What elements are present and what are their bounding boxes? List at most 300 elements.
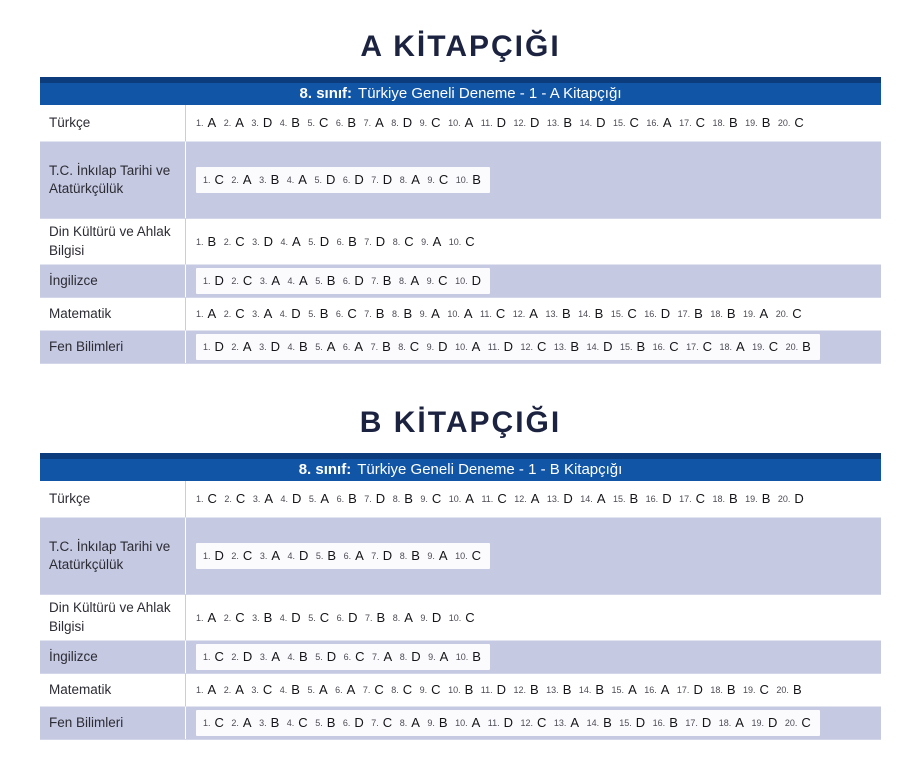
question-number: 10. [455, 175, 469, 185]
answer-letter: A [735, 715, 744, 730]
answer-letter: C [695, 491, 705, 506]
answer-item [365, 609, 385, 626]
answer-item [343, 338, 363, 355]
answer-item [337, 490, 357, 507]
answer-item [260, 547, 280, 564]
answer-item [554, 714, 579, 731]
subject-row [40, 518, 881, 595]
answer-letter: A [263, 306, 273, 321]
question-number: 7. [371, 276, 379, 286]
question-number: 10. [448, 685, 461, 695]
answer-letter: B [404, 491, 413, 506]
question-number: 6. [336, 494, 345, 504]
question-number: 16. [645, 494, 659, 504]
answer-item [776, 305, 802, 322]
answer-item [646, 490, 672, 507]
question-number: 18. [712, 494, 725, 504]
answer-letter: B [472, 649, 481, 664]
answer-letter: C [235, 233, 245, 249]
answer-item [646, 114, 671, 131]
answer-letter: A [242, 172, 252, 187]
answer-item [677, 681, 703, 698]
answer-letter: C [409, 339, 420, 354]
grade-label: 8. sınıf: [299, 85, 353, 102]
question-number: 15. [612, 118, 626, 128]
booklet-section-b [0, 364, 921, 740]
answer-item [280, 305, 301, 322]
answer-letter: A [529, 306, 538, 321]
question-number: 10. [455, 718, 468, 728]
answer-letter: C [355, 649, 365, 664]
answer-letter: B [761, 491, 771, 506]
answer-letter: A [439, 649, 449, 664]
question-number: 12. [514, 494, 527, 504]
answer-letter: B [530, 682, 539, 697]
answer-letter: B [562, 682, 572, 697]
answers-strip [196, 490, 804, 508]
question-number: 16. [652, 342, 666, 352]
answer-item [455, 547, 481, 564]
question-number: 6. [342, 718, 351, 728]
question-number: 8. [399, 551, 408, 561]
answer-item [653, 338, 679, 355]
subject-label: Matematik [40, 674, 186, 706]
answer-letter: D [262, 115, 273, 130]
answer-letter: C [431, 491, 442, 506]
answer-table-b [40, 453, 881, 740]
question-number: 7. [364, 309, 372, 319]
answer-item [203, 547, 224, 564]
question-number: 3. [259, 718, 267, 728]
question-number: 15. [611, 685, 625, 695]
answer-letter: A [411, 715, 420, 730]
question-number: 6. [342, 342, 351, 352]
answer-item [619, 714, 645, 731]
answer-letter: D [382, 172, 393, 187]
answer-letter: D [496, 115, 506, 130]
table-header-a [40, 77, 881, 105]
answer-item [644, 305, 670, 322]
question-number: 5. [315, 652, 323, 662]
answer-letter: C [537, 715, 547, 730]
answer-letter: A [207, 115, 217, 130]
answers-strip [196, 543, 490, 569]
answer-letter: A [464, 115, 474, 130]
answer-letter: B [438, 715, 448, 730]
answer-letter: C [465, 609, 475, 625]
subject-row [40, 142, 881, 219]
answer-letter: D [354, 172, 364, 187]
answer-item [309, 490, 329, 507]
answer-item [776, 681, 801, 698]
answers-strip [196, 681, 802, 699]
answer-letter: A [298, 172, 307, 187]
answer-item [428, 648, 448, 665]
subject-label: Türkçe [40, 481, 186, 517]
answer-item [315, 714, 335, 731]
question-number: 1. [203, 342, 211, 352]
question-number: 2. [223, 612, 232, 623]
answer-item [778, 490, 804, 507]
answer-item [520, 338, 546, 355]
answer-letter: D [270, 339, 280, 354]
subject-row [40, 674, 881, 707]
answer-item [398, 338, 419, 355]
question-number: 4. [279, 685, 288, 695]
question-number: 6. [342, 276, 351, 286]
question-number: 4. [279, 118, 288, 128]
answer-item [447, 305, 472, 322]
answer-item [420, 114, 441, 131]
answer-letter: C [242, 273, 253, 288]
answer-item [449, 490, 474, 507]
answer-letter: B [411, 548, 420, 563]
answer-item [587, 714, 612, 731]
answer-item [545, 305, 570, 322]
question-number: 10. [448, 236, 462, 247]
answers-cell [186, 265, 881, 297]
answer-item [613, 114, 639, 131]
answer-letter: D [325, 172, 336, 187]
question-number: 3. [251, 118, 259, 128]
question-number: 1. [203, 175, 211, 185]
answer-letter: B [299, 649, 308, 664]
question-number: 3. [259, 276, 268, 286]
question-number: 4. [279, 309, 288, 319]
question-number: 2. [223, 118, 232, 128]
answer-item [196, 490, 217, 507]
answer-item [336, 114, 356, 131]
answer-letter: B [629, 491, 639, 506]
answer-item [260, 648, 280, 665]
answer-item [400, 714, 420, 731]
question-number: 4. [280, 236, 289, 247]
question-number: 11. [487, 718, 500, 728]
question-number: 18. [712, 118, 725, 128]
answer-item [481, 114, 506, 131]
answer-item [644, 681, 669, 698]
answer-letter: A [292, 233, 301, 249]
answer-letter: A [271, 548, 280, 563]
question-number: 13. [546, 118, 560, 128]
answer-item [745, 490, 770, 507]
answer-letter: A [465, 491, 474, 506]
answer-letter: B [561, 306, 571, 321]
question-number: 11. [481, 494, 494, 504]
answer-item [344, 547, 364, 564]
question-number: 7. [370, 342, 379, 352]
answer-item [547, 490, 573, 507]
answer-letter: A [411, 172, 420, 187]
answer-item [745, 114, 770, 131]
answer-letter: C [495, 306, 506, 321]
question-number: 5. [307, 685, 315, 695]
answer-letter: B [603, 715, 612, 730]
question-number: 4. [287, 652, 296, 662]
answers-cell [186, 164, 881, 196]
answer-item [743, 681, 769, 698]
answer-item [307, 681, 327, 698]
question-number: 6. [335, 685, 343, 695]
answer-letter: C [235, 491, 246, 506]
question-number: 14. [586, 718, 600, 728]
answer-letter: B [729, 491, 738, 506]
answer-item [719, 714, 744, 731]
answer-letter: C [431, 682, 441, 697]
question-number: 5. [308, 309, 316, 319]
subject-row [40, 219, 881, 265]
answer-letter: C [768, 339, 779, 354]
answer-item [251, 681, 272, 698]
question-number: 13. [545, 309, 558, 319]
answer-letter: B [326, 715, 336, 730]
answer-item [391, 114, 412, 131]
answer-letter: B [376, 609, 386, 625]
answer-item [710, 681, 735, 698]
question-number: 7. [365, 612, 373, 623]
answer-letter: D [693, 682, 703, 697]
question-number: 7. [362, 685, 371, 695]
answer-item [251, 114, 272, 131]
question-number: 10. [448, 612, 462, 623]
answer-item [288, 648, 308, 665]
answer-letter: C [497, 491, 507, 506]
question-number: 10. [455, 551, 468, 561]
answer-letter: D [411, 649, 421, 664]
answer-item [578, 305, 603, 322]
answers-cell [186, 606, 881, 630]
answer-letter: A [235, 115, 244, 130]
answer-item [363, 681, 384, 698]
answer-letter: D [438, 339, 448, 354]
question-number: 1. [203, 551, 211, 561]
question-number: 4. [287, 342, 296, 352]
subject-label: Türkçe [40, 105, 186, 141]
answer-item [224, 609, 245, 626]
question-number: 13. [553, 342, 567, 352]
question-number: 19. [743, 309, 756, 319]
answer-letter: D [375, 233, 386, 249]
question-number: 17. [685, 718, 698, 728]
answer-item [371, 338, 391, 355]
question-number: 1. [196, 612, 204, 623]
question-number: 7. [371, 175, 379, 185]
answer-item [364, 233, 385, 250]
answer-letter: A [759, 306, 769, 321]
answer-item [364, 114, 384, 131]
answers-cell [186, 302, 881, 326]
question-number: 4. [287, 276, 296, 286]
question-number: 8. [392, 494, 401, 504]
answer-letter: D [530, 115, 540, 130]
answer-letter: D [242, 649, 253, 664]
answer-item [679, 114, 705, 131]
answer-letter: C [214, 649, 224, 664]
question-number: 2. [231, 342, 239, 352]
answer-letter: C [801, 715, 811, 730]
question-number: 13. [546, 494, 560, 504]
question-number: 20. [777, 118, 791, 128]
answer-letter: A [242, 339, 252, 354]
question-number: 2. [223, 236, 232, 247]
question-number: 15. [619, 718, 632, 728]
question-number: 20. [784, 718, 798, 728]
answer-letter: B [326, 273, 336, 288]
answer-letter: A [271, 649, 280, 664]
question-number: 3. [252, 612, 260, 623]
question-number: 1. [203, 718, 211, 728]
question-number: 6. [343, 551, 352, 561]
answer-item [315, 648, 336, 665]
answer-letter: C [242, 548, 253, 563]
answer-letter: A [375, 115, 384, 130]
question-number: 13. [553, 718, 567, 728]
answer-letter: A [383, 649, 393, 664]
subject-label: İngilizce [40, 641, 186, 673]
answer-letter: D [603, 339, 613, 354]
question-number: 12. [520, 342, 533, 352]
answer-letter: A [346, 682, 356, 697]
answer-item [391, 681, 412, 698]
question-number: 10. [455, 652, 469, 662]
question-number: 5. [314, 175, 322, 185]
answer-item [611, 305, 637, 322]
answer-letter: C [214, 715, 224, 730]
question-number: 7. [364, 236, 372, 247]
answer-letter: D [563, 491, 573, 506]
answer-item [420, 305, 440, 322]
answer-item [288, 547, 309, 564]
question-number: 8. [399, 718, 408, 728]
answer-item [400, 648, 421, 665]
answer-item [343, 272, 364, 289]
question-number: 12. [513, 118, 526, 128]
question-number: 2. [231, 652, 239, 662]
answer-item [778, 114, 804, 131]
answer-item [580, 114, 606, 131]
answers-strip [196, 167, 490, 193]
question-number: 10. [448, 118, 461, 128]
answer-letter: C [262, 682, 273, 697]
answers-strip [196, 334, 820, 360]
answer-item [686, 338, 712, 355]
question-number: 17. [676, 685, 690, 695]
exam-title: Türkiye Geneli Deneme - 1 - B Kitapçığı [357, 461, 623, 478]
question-number: 9. [428, 652, 436, 662]
question-number: 13. [546, 685, 559, 695]
answer-item [280, 114, 300, 131]
subject-row [40, 481, 881, 518]
answer-item [231, 272, 252, 289]
answer-letter: D [326, 649, 337, 664]
answer-item [513, 114, 539, 131]
answer-letter: B [375, 306, 385, 321]
answer-item [203, 648, 224, 665]
subject-row [40, 641, 881, 674]
answer-item [224, 681, 244, 698]
answer-item [371, 547, 392, 564]
answers-strip [196, 268, 490, 294]
answer-item [751, 714, 777, 731]
answer-item [335, 681, 355, 698]
answers-cell [186, 331, 881, 363]
question-number: 14. [586, 342, 600, 352]
subject-label: Fen Bilimleri [40, 331, 186, 363]
question-number: 9. [419, 118, 428, 128]
question-number: 9. [419, 685, 428, 695]
question-number: 8. [391, 118, 399, 128]
answer-letter: C [402, 682, 413, 697]
subject-row [40, 265, 881, 298]
answer-item [579, 681, 604, 698]
answer-item [231, 547, 252, 564]
question-number: 4. [287, 551, 296, 561]
question-number: 20. [785, 342, 799, 352]
question-number: 5. [308, 236, 316, 247]
answer-letter: C [627, 306, 637, 321]
answer-letter: A [570, 715, 580, 730]
question-number: 10. [455, 342, 468, 352]
answers-cell [186, 111, 881, 135]
answer-letter: A [471, 715, 481, 730]
answer-letter: A [207, 682, 217, 697]
answer-letter: D [214, 273, 224, 288]
answer-letter: D [291, 306, 301, 321]
question-number: 3. [252, 236, 260, 247]
answer-item [547, 114, 572, 131]
answer-item [481, 681, 506, 698]
question-number: 7. [363, 118, 372, 128]
answer-item [364, 490, 385, 507]
answer-letter: B [291, 682, 300, 697]
question-number: 11. [480, 118, 493, 128]
question-number: 18. [710, 685, 723, 695]
question-number: 16. [644, 309, 657, 319]
question-number: 2. [231, 276, 239, 286]
answer-letter: D [596, 115, 606, 130]
answer-letter: C [404, 233, 414, 249]
question-number: 11. [487, 342, 500, 352]
question-number: 5. [308, 612, 316, 623]
question-number: 3. [259, 175, 267, 185]
answer-item [427, 714, 447, 731]
question-number: 7. [364, 494, 372, 504]
answer-item [203, 714, 224, 731]
question-number: 2. [231, 175, 239, 185]
question-number: 7. [371, 551, 379, 561]
answer-letter: A [410, 273, 420, 288]
answer-letter: A [264, 491, 273, 506]
question-number: 20. [775, 309, 789, 319]
answer-letter: C [382, 715, 393, 730]
answer-item [620, 338, 645, 355]
answers-cell [186, 678, 881, 702]
answer-item [400, 171, 420, 188]
answer-letter: C [431, 115, 441, 130]
answer-letter: A [463, 306, 473, 321]
answer-letter: B [348, 491, 357, 506]
answer-letter: B [729, 115, 738, 130]
answer-item [786, 338, 811, 355]
answer-letter: A [404, 609, 413, 625]
answers-strip [196, 644, 490, 670]
answer-letter: A [471, 339, 481, 354]
answer-letter: B [319, 306, 329, 321]
question-number: 5. [315, 276, 323, 286]
answer-letter: D [299, 548, 309, 563]
answer-item [752, 338, 778, 355]
answer-item [196, 681, 216, 698]
